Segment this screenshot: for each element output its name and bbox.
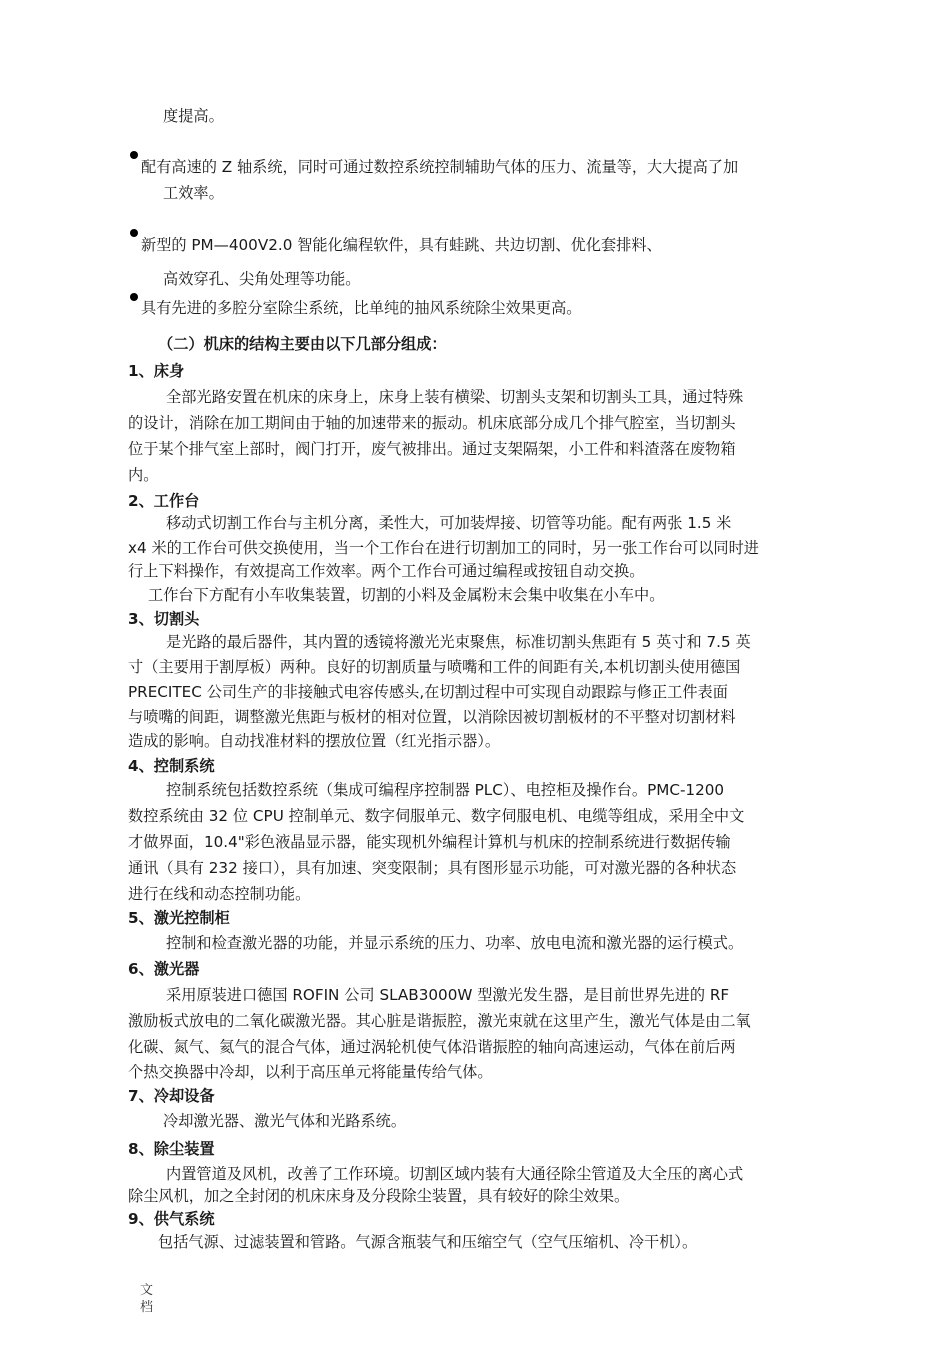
subsection-heading: 8、除尘装置 bbox=[128, 1140, 215, 1158]
body-line: 包括气源、过滤装置和管路。气源含瓶装气和压缩空气（空气压缩机、冷干机）。 bbox=[158, 1233, 698, 1251]
body-line: 数控系统由 32 位 CPU 控制单元、数字伺服单元、数字伺服电机、电缆等组成，采用全中文 bbox=[128, 807, 745, 825]
feature-line: 配有高速的 Z 轴系统，同时可通过数控系统控制辅助气体的压力、流量等，大大提高了加 bbox=[141, 158, 739, 176]
body-line: 才做界面，10.4"彩色液晶显示器，能实现机外编程计算机与机床的控制系统进行数据传输 bbox=[128, 833, 731, 851]
body-line: 寸（主要用于割厚板）两种。良好的切割质量与喷嘴和工件的间距有关,本机切割头使用德国 bbox=[128, 658, 741, 676]
subsection-heading: 5、激光控制柜 bbox=[128, 909, 230, 927]
subsection-heading: 9、供气系统 bbox=[128, 1210, 215, 1228]
body-line: 全部光路安置在机床的床身上，床身上装有横梁、切割头支架和切割头工具，通过特殊 bbox=[166, 388, 744, 406]
body-line: 内置管道及风机，改善了工作环境。切割区域内装有大通径除尘管道及大全压的离心式 bbox=[166, 1165, 744, 1183]
page-footer-mark bbox=[140, 1282, 156, 1316]
body-line: PRECITEC 公司生产的非接触式电容传感头,在切割过程中可实现自动跟踪与修正工件表面 bbox=[128, 683, 728, 701]
body-line: 冷却激光器、激光气体和光路系统。 bbox=[163, 1112, 406, 1130]
bullet-dot bbox=[130, 293, 138, 301]
feature-line: 高效穿孔、尖角处理等功能。 bbox=[163, 270, 361, 288]
feature-line: 具有先进的多腔分室除尘系统，比单纯的抽风系统除尘效果更高。 bbox=[141, 299, 582, 317]
body-line: 激励板式放电的二氧化碳激光器。其心脏是谐振腔，激光束就在这里产生，激光气体是由二氧 bbox=[128, 1012, 751, 1030]
body-line: 化碳、氮气、氦气的混合气体，通过涡轮机使气体沿谐振腔的轴向高速运动，气体在前后两 bbox=[128, 1038, 736, 1056]
body-line: 是光路的最后器件，其内置的透镜将激光光束聚焦，标准切割头焦距有 5 英寸和 7.5 英 bbox=[166, 633, 751, 651]
subsection-heading: 6、激光器 bbox=[128, 960, 200, 978]
bullet-dot bbox=[130, 151, 138, 159]
body-line: 内。 bbox=[128, 466, 159, 484]
body-line: 的设计，消除在加工期间由于轴的加速带来的振动。机床底部分成几个排气腔室，当切割头 bbox=[128, 414, 736, 432]
feature-line: 工效率。 bbox=[163, 184, 224, 202]
bullet-dot bbox=[130, 229, 138, 237]
body-line: 采用原装进口德国 ROFIN 公司 SLAB3000W 型激光发生器，是目前世界先进的 RF bbox=[166, 986, 730, 1004]
body-line: 通讯（具有 232 接口），具有加速、突变限制；具有图形显示功能，可对激光器的各种状态 bbox=[128, 859, 737, 877]
body-line: 位于某个排气室上部时，阀门打开，废气被排出。通过支架隔架，小工件和料渣落在废物箱 bbox=[128, 440, 736, 458]
footer-char: 文 bbox=[140, 1283, 154, 1298]
body-line: 个热交换器中冷却，以利于高压单元将能量传给气体。 bbox=[128, 1063, 493, 1081]
subsection-heading: 7、冷却设备 bbox=[128, 1087, 215, 1105]
body-line: 造成的影响。自动找准材料的摆放位置（红光指示器）。 bbox=[128, 732, 501, 750]
body-line: 控制和检查激光器的功能，并显示系统的压力、功率、放电电流和激光器的运行模式。 bbox=[166, 934, 744, 952]
footer-char: 档 bbox=[140, 1300, 154, 1315]
feature-line: 新型的 PM—400V2.0 智能化编程软件，具有蛙跳、共边切割、优化套排料、 bbox=[141, 236, 662, 254]
body-line: 行上下料操作，有效提高工作效率。两个工作台可通过编程或按钮自动交换。 bbox=[128, 562, 645, 580]
body-line: 与喷嘴的间距，调整激光焦距与板材的相对位置，以消除因被切割板材的不平整对切割材料 bbox=[128, 708, 736, 726]
body-line: 进行在线和动态控制功能。 bbox=[128, 885, 311, 903]
body-line: 工作台下方配有小车收集装置，切割的小料及金属粉末会集中收集在小车中。 bbox=[148, 586, 665, 604]
subsection-heading: 1、床身 bbox=[128, 362, 185, 380]
body-line: 控制系统包括数控系统（集成可编程序控制器 PLC）、电控柜及操作台。PMC-1200 bbox=[166, 781, 725, 799]
subsection-heading: 4、控制系统 bbox=[128, 757, 215, 775]
body-line: x4 米的工作台可供交换使用，当一个工作台在进行切割加工的同时，另一张工作台可以同时进 bbox=[128, 539, 759, 557]
subsection-heading: 3、切割头 bbox=[128, 610, 200, 628]
paragraph-continuation: 度提高。 bbox=[163, 107, 224, 125]
body-line: 除尘风机，加之全封闭的机床床身及分段除尘装置，具有较好的除尘效果。 bbox=[128, 1187, 630, 1205]
body-line: 移动式切割工作台与主机分离，柔性大，可加装焊接、切管等功能。配有两张 1.5 米 bbox=[166, 514, 732, 532]
section-heading: （二）机床的结构主要由以下几部分组成： bbox=[158, 335, 447, 353]
subsection-heading: 2、工作台 bbox=[128, 492, 200, 510]
